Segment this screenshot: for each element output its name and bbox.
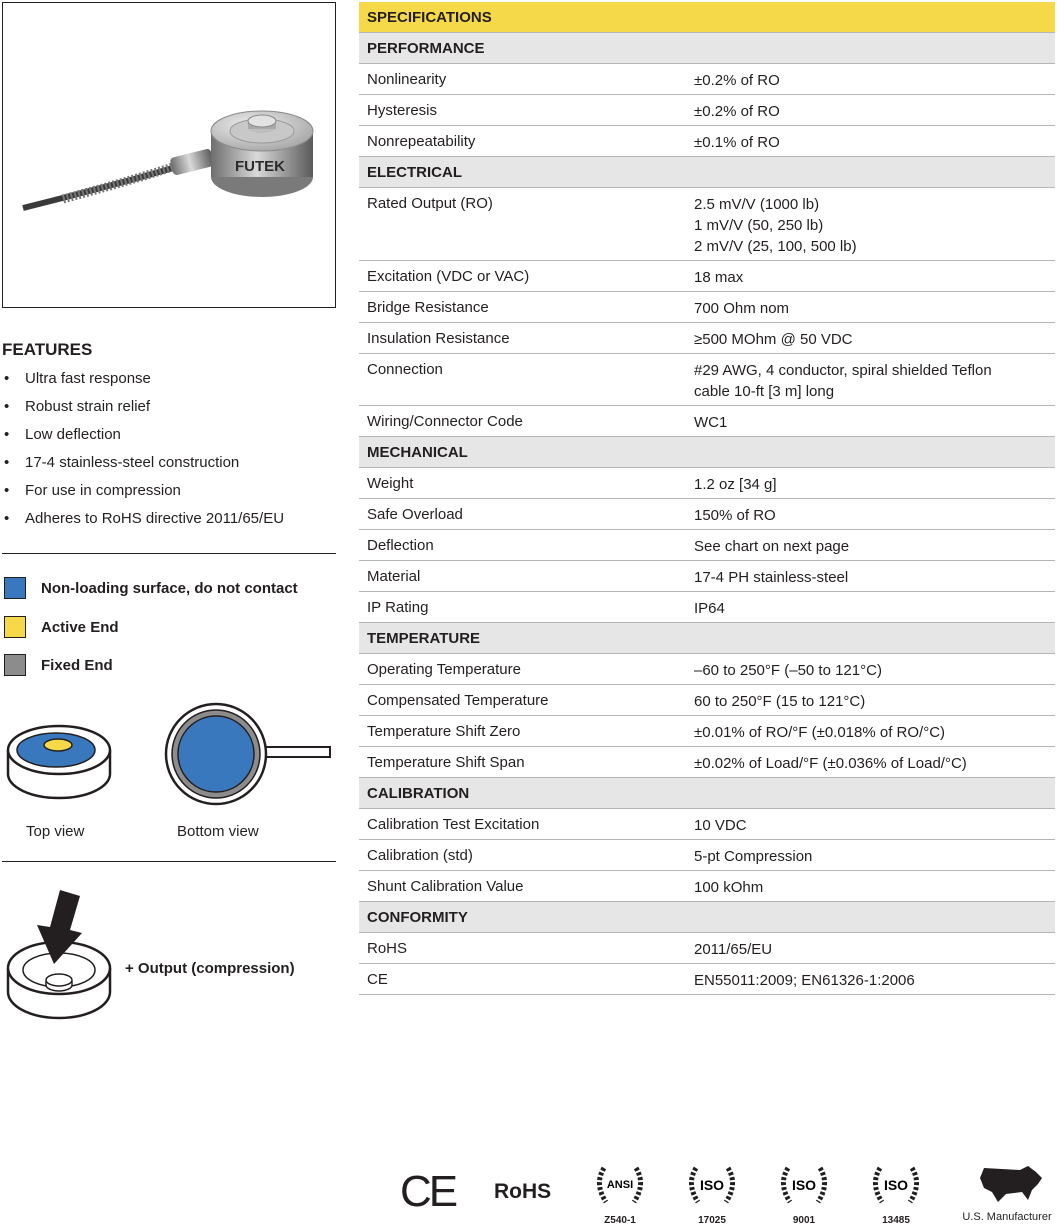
spec-label: Nonlinearity (367, 71, 447, 88)
table-row (359, 499, 1055, 530)
rohs-text: RoHS (494, 1180, 552, 1203)
spec-label: Wiring/Connector Code (367, 413, 523, 430)
bottom-view-diagram (164, 702, 334, 810)
spec-label: Nonrepeatability (367, 133, 476, 150)
spec-value (694, 499, 1055, 529)
badge-bottom-text: 17025 (698, 1215, 726, 1226)
badge-bottom-text: Z540-1 (604, 1215, 636, 1226)
table-row (359, 468, 1055, 499)
laurel-wreath-icon (590, 1160, 650, 1210)
spec-value-line: 1 mV/V (50, 250 lb) (694, 217, 824, 234)
list-item: • Adheres to RoHS directive 2011/65/EU (2, 510, 284, 538)
blue-swatch (4, 577, 26, 599)
spec-value-line: 1.2 oz [34 g] (694, 476, 777, 493)
features-title: FEATURES (2, 340, 93, 359)
badge-top-text: ANSI (606, 1179, 634, 1191)
spec-label: Calibration (std) (367, 847, 473, 864)
spec-label: Insulation Resistance (367, 330, 510, 347)
table-row (359, 188, 1055, 261)
spec-value-line: ±0.2% of RO (694, 103, 780, 120)
spec-value-line: 2.5 mV/V (1000 lb) (694, 196, 820, 213)
table-row (359, 323, 1055, 354)
table-row (359, 933, 1055, 964)
spec-value-line: 18 max (694, 269, 744, 286)
spec-label: Calibration Test Excitation (367, 816, 540, 833)
usa-map-icon (958, 1162, 1056, 1206)
section-header: MECHANICAL (359, 437, 1055, 468)
badge-bottom-text: 9001 (792, 1215, 816, 1226)
section-header: TEMPERATURE (359, 623, 1055, 654)
table-row (359, 716, 1055, 747)
table-row (359, 685, 1055, 716)
spec-value-line: cable 10-ft [3 m] long (694, 383, 835, 400)
iso-9001-badge (774, 1160, 834, 1224)
ansi-badge (590, 1160, 650, 1224)
top-view-diagram (4, 712, 114, 804)
list-item: • For use in compression (2, 482, 284, 510)
spec-value-line: See chart on next page (694, 538, 850, 555)
spec-value-line: ±0.02% of Load/°F (±0.036% of Load/°C) (694, 755, 967, 772)
table-row (359, 126, 1055, 157)
spec-label: Connection (367, 361, 443, 378)
badge-bottom-text: 13485 (882, 1215, 910, 1226)
spec-value-line: 5-pt Compression (694, 848, 813, 865)
spec-label: Safe Overload (367, 506, 463, 523)
ce-mark-logo (400, 1168, 456, 1216)
specifications-table (359, 2, 1055, 995)
table-row (359, 840, 1055, 871)
spec-value-line: 2 mV/V (25, 100, 500 lb) (694, 238, 857, 255)
bottom-view-caption: Bottom view (177, 823, 259, 840)
spec-label: Rated Output (RO) (367, 195, 493, 212)
spec-value-line: ≥500 MOhm @ 50 VDC (694, 331, 853, 348)
us-manufacturer-badge (958, 1162, 1056, 1224)
laurel-wreath-icon (682, 1160, 742, 1210)
spec-value-line: –60 to 250°F (–50 to 121°C) (694, 662, 882, 679)
spec-value (694, 592, 1055, 622)
spec-value (694, 933, 1055, 963)
spec-value-line: ±0.1% of RO (694, 134, 780, 151)
spec-value (694, 871, 1055, 901)
table-row (359, 654, 1055, 685)
spec-value (694, 64, 1055, 94)
iso-17025-badge (682, 1160, 742, 1224)
spec-label: IP Rating (367, 599, 429, 616)
features-list (2, 370, 284, 538)
list-item: • Ultra fast response (2, 370, 284, 398)
spec-value-line: 17-4 PH stainless-steel (694, 569, 849, 586)
spec-value-line: 700 Ohm nom (694, 300, 790, 317)
spec-label: Shunt Calibration Value (367, 878, 524, 895)
product-photo (2, 2, 336, 308)
legend-item-fixed-end (4, 653, 113, 677)
spec-value (694, 323, 1055, 353)
spec-label: Compensated Temperature (367, 692, 549, 709)
spec-value-line: 10 VDC (694, 817, 747, 834)
rohs-logo (494, 1180, 551, 1204)
table-row (359, 592, 1055, 623)
spec-label: Temperature Shift Zero (367, 723, 521, 740)
compression-output-diagram (4, 888, 116, 1028)
spec-label: Operating Temperature (367, 661, 521, 678)
badge-top-text: ISO (791, 1177, 817, 1193)
spec-label: Temperature Shift Span (367, 754, 525, 771)
list-item: • Low deflection (2, 426, 284, 454)
badge-top-text: ISO (699, 1177, 725, 1193)
section-header: ELECTRICAL (359, 157, 1055, 188)
spec-value (694, 188, 1055, 260)
output-label: + Output (compression) (125, 960, 295, 977)
photo-brand-text: FUTEK (235, 158, 285, 175)
section-header: PERFORMANCE (359, 33, 1055, 64)
spec-value (694, 468, 1055, 498)
list-item: • 17-4 stainless-steel construction (2, 454, 284, 482)
legend-label: Non-loading surface, do not contact (41, 579, 298, 597)
spec-label: Weight (367, 475, 414, 492)
table-row (359, 871, 1055, 902)
table-row (359, 747, 1055, 778)
table-row (359, 406, 1055, 437)
table-row (359, 261, 1055, 292)
spec-value (694, 809, 1055, 839)
us-manufacturer-label: U.S. Manufacturer (962, 1211, 1052, 1223)
specifications-header: SPECIFICATIONS (359, 2, 1055, 33)
legend-label: Fixed End (41, 656, 113, 674)
spec-value-line: ±0.2% of RO (694, 72, 780, 89)
spec-value (694, 95, 1055, 125)
spec-label: Deflection (367, 537, 434, 554)
spec-value-line: 100 kOhm (694, 879, 764, 896)
yellow-swatch (4, 616, 26, 638)
laurel-wreath-icon (774, 1160, 834, 1210)
ce-mark-text: CE (400, 1167, 456, 1216)
table-row (359, 964, 1055, 995)
spec-label: Material (367, 568, 421, 585)
spec-value (694, 716, 1055, 746)
spec-value (694, 747, 1055, 777)
table-row (359, 354, 1055, 406)
spec-value (694, 406, 1055, 436)
laurel-wreath-icon (866, 1160, 926, 1210)
spec-value (694, 561, 1055, 591)
table-row (359, 530, 1055, 561)
spec-value (694, 354, 1055, 405)
spec-value-line: EN55011:2009; EN61326-1:2006 (694, 972, 915, 989)
table-row (359, 95, 1055, 126)
section-header: CALIBRATION (359, 778, 1055, 809)
list-item: • Robust strain relief (2, 398, 284, 426)
spec-value (694, 685, 1055, 715)
iso-13485-badge (866, 1160, 926, 1224)
table-row (359, 809, 1055, 840)
spec-value-line: WC1 (694, 414, 728, 431)
legend-item-active-end (4, 615, 119, 639)
section-header: CONFORMITY (359, 902, 1055, 933)
spec-label: RoHS (367, 940, 408, 957)
table-row (359, 292, 1055, 323)
spec-label: CE (367, 971, 388, 988)
spec-value (694, 261, 1055, 291)
table-row (359, 64, 1055, 95)
spec-value-line: ±0.01% of RO/°F (±0.018% of RO/°C) (694, 724, 946, 741)
spec-value-line: 2011/65/EU (694, 941, 773, 958)
spec-value-line: 150% of RO (694, 507, 776, 524)
spec-value-line: IP64 (694, 600, 725, 617)
spec-value-line: #29 AWG, 4 conductor, spiral shielded Teflon (694, 362, 992, 379)
spec-value-line: 60 to 250°F (15 to 121°C) (694, 693, 866, 710)
spec-value (694, 292, 1055, 322)
divider (2, 553, 336, 554)
spec-value (694, 126, 1055, 156)
spec-value (694, 840, 1055, 870)
badge-top-text: ISO (883, 1177, 909, 1193)
legend-label: Active End (41, 618, 119, 636)
spec-value (694, 964, 1055, 994)
table-row (359, 561, 1055, 592)
top-view-caption: Top view (26, 823, 85, 840)
spec-label: Excitation (VDC or VAC) (367, 268, 530, 285)
load-cell-photo (3, 3, 335, 307)
spec-value (694, 530, 1055, 560)
divider (2, 861, 336, 862)
gray-swatch (4, 654, 26, 676)
spec-label: Hysteresis (367, 102, 438, 119)
spec-label: Bridge Resistance (367, 299, 489, 316)
legend-item-non-loading (4, 576, 298, 600)
spec-value (694, 654, 1055, 684)
